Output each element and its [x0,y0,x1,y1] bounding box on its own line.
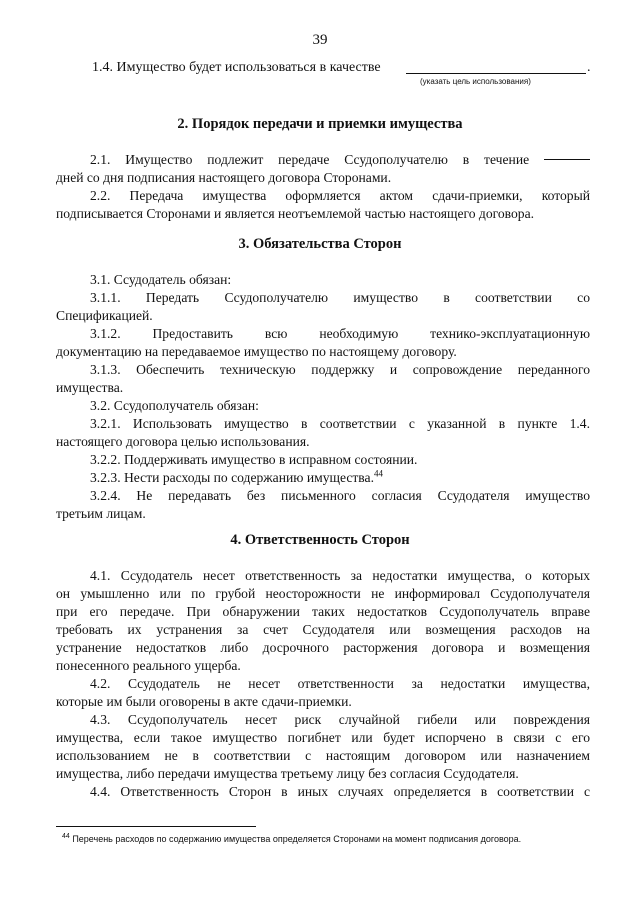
clause-4-2-line1: 4.2. Ссудодатель не несет ответственности за недостатки имущества, [90,676,590,691]
clause-4-4-line1: 4.4. Ответственность Сторон в иных случаях определяется в соответствии с [90,784,590,799]
clause-4-1-line1: 4.1. Ссудодатель несет ответственность за недостатки имущества, о которых [90,568,590,583]
clause-3-2-4-line2: третьим лицам. [56,506,146,521]
clause-4-1-line3: при его передаче. При обнаружении таких недостатков Ссудополучатель вправе [56,604,590,619]
footnote-text: Перечень расходов по содержанию имущества определяется Сторонами на момент подписания договора. [72,834,522,844]
clause-2-1-line1: 2.1. Имущество подлежит передаче Ссудополучателю в течение [56,151,590,169]
clause-3-1-1-line1: 3.1.1. Передать Ссудополучателю имущество в соответствии со [90,290,590,305]
clause-3-1-1-line2: Спецификацией. [56,308,153,323]
footnote [62,833,521,844]
clause-4-3-line3: использованием не в соответствии с настоящим договором или назначением [56,748,590,763]
clause-4-1-line6: понесенного реального ущерба. [56,658,241,673]
section-3-heading: 3. Обязательства Сторон [238,236,402,252]
clause-2-1-line2: дней со дня подписания настоящего договора Сторонами. [56,170,392,185]
clause-3-2-2: 3.2.2. Поддерживать имущество в исправном состоянии. [90,452,418,467]
clause-4-2-line2: которые им были оговорены в акте сдачи-приемки. [56,694,352,709]
clause-3-2-4-line1: 3.2.4. Не передавать без письменного согласия Ссудодателя имущество [90,488,590,503]
clause-4-1-line5: устранение недостатков либо досрочного расторжения договора и возмещения [56,640,590,655]
purpose-blank-line [406,73,586,74]
page-number: 39 [312,32,328,48]
clause-4-3-line4: имущества, либо передачи имущества третьему лицу без согласия Ссудодателя. [56,766,519,781]
clause-4-1-line4: требовать их устранения за счет Ссудодателя или возмещения расходов на [56,622,590,637]
clause-3-1: 3.1. Ссудодатель обязан: [90,272,232,287]
clause-3-1-2-line2: документацию на передаваемое имущество по настоящему договору. [56,344,457,359]
clause-1-4: 1.4. Имущество будет использоваться в качестве [92,60,381,75]
clause-3-1-2-line1: 3.1.2. Предоставить всю необходимую технико-эксплуатационную [90,326,590,341]
days-blank-line [544,159,590,160]
footnote-number: 44 [62,833,70,840]
clause-1-4-end: . [587,60,591,75]
purpose-blank-note: (указать цель использования) [420,77,531,86]
clause-3-2-3: 3.2.3. Нести расходы по содержанию имущества.$^{44}$ [90,468,383,485]
clause-4-3-line1: 4.3. Ссудополучатель несет риск случайной гибели или повреждения [90,712,590,727]
section-3-body [56,271,590,523]
section-4-body [56,567,590,801]
footnote-divider [56,826,256,827]
clause-3-2: 3.2. Ссудополучатель обязан: [90,398,259,413]
section-2-heading: 2. Порядок передачи и приемки имущества [177,116,463,132]
clause-3-1-3-line1: 3.1.3. Обеспечить техническую поддержку и сопровождение переданного [90,362,590,377]
clause-3-1-3-line2: имущества. [56,380,124,395]
clause-4-1-line2: он умышленно или по грубой неосторожности не информировал Ссудополучателя [56,586,590,601]
footnote-ref: 44 [373,468,383,479]
section-2-body [56,151,590,223]
section-4-heading: 4. Ответственность Сторон [230,532,410,548]
clause-3-2-1-line2: настоящего договора целью использования. [56,434,310,449]
clause-2-2-line2: подписывается Сторонами и является неотъемлемой частью настоящего договора. [56,206,535,221]
clause-3-2-1-line1: 3.2.1. Использовать имущество в соответствии с указанной в пункте 1.4. [90,416,590,431]
clause-2-2-line1: 2.2. Передача имущества оформляется актом сдачи-приемки, который [90,188,590,203]
clause-4-3-line2: имущества, если такое имущество погибнет или будет испорчено в связи с его [56,730,590,745]
